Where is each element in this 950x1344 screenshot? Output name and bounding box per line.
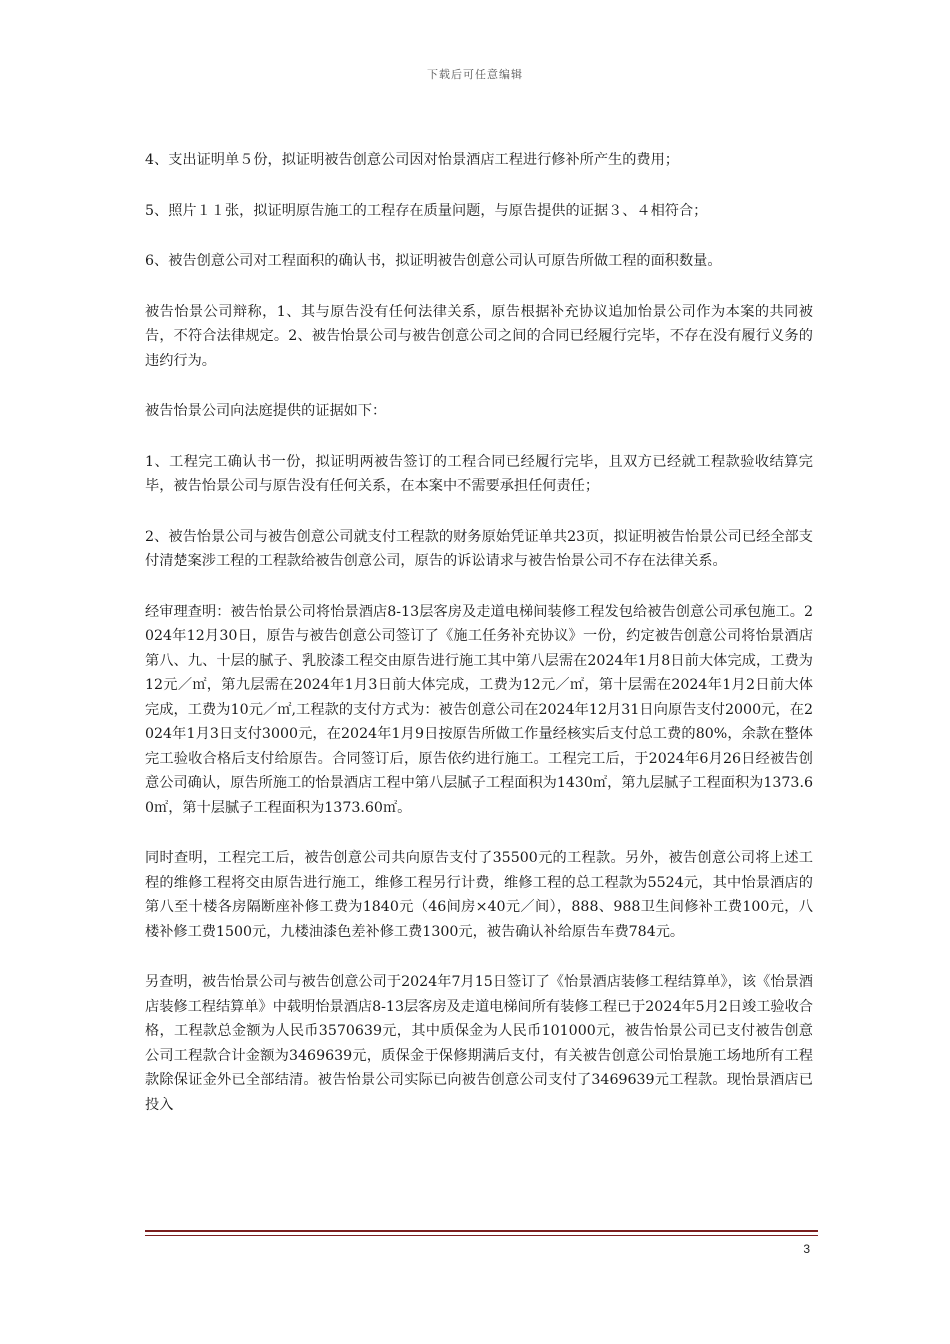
document-body [145,148,813,1117]
header-note: 下载后可任意编辑 [427,68,523,81]
footer-rule-thin [145,1235,818,1236]
paragraph-findings: 经审理查明：被告怡景公司将怡景酒店8-13层客房及走道电梯间装修工程发包给被告创意公司承包施工。2024年12月30日，原告与被告创意公司签订了《施工任务补充协议》一份，约定被告创意公司将怡景酒店第八、九、十层的腻子、乳胶漆工程交由原告进行施工其中第八层需在2024年1月8日前大体完成，工费为12元／㎡，第九层需在2024年1月3日前大体完成，工费为12元／㎡，第十层需在2024年1月2日前大体完成，工费为10元／㎡,工程款的支付方式为：被告创意公司在2024年12月31日向原告支付2000元，在2024年1月3日支付3000元，在2024年1月9日按原告所做工作量经核实后支付总工费的80%，余款在整体完工验收合格后支付给原告。合同签订后，原告依约进行施工。工程完工后，于2024年6月26日经被告创意公司确认，原告所施工的怡景酒店工程中第八层腻子工程面积为1430㎡，第九层腻子工程面积为1373.60㎡，第十层腻子工程面积为1373.60㎡。 [145,603,813,816]
footer-rule [145,1230,818,1232]
paragraph-evidence-intro: 被告怡景公司向法庭提供的证据如下： [145,403,387,419]
paragraph-evidence-6: 6、被告创意公司对工程面积的确认书，拟证明被告创意公司认可原告所做工程的面积数量。 [145,253,722,269]
paragraph-additional-findings: 另查明，被告怡景公司与被告创意公司于2024年7月15日签订了《怡景酒店装修工程结算单》，该《怡景酒店装修工程结算单》中载明怡景酒店8-13层客房及走道电梯间所有装修工程已于2024年5月2日竣工验收合格，工程款总金额为人民币3570639元，其中质保金为人民币101000元，被告怡景公司已支付被告创意公司工程款合计金额为3469639元，质保金于保修期满后支付，有关被告创意公司怡景施工场地所有工程款除保证金外已全部结清。被告怡景公司实际已向被告创意公司支付了3469639元工程款。现怡景酒店已投入 [145,974,813,1113]
paragraph-defense-evidence-1: 1、工程完工确认书一份，拟证明两被告签订的工程合同已经履行完毕，且双方已经就工程款验收结算完毕，被告怡景公司与原告没有任何关系，在本案中不需要承担任何责任； [145,453,813,494]
page-number: 3 [803,1242,810,1256]
paragraph-further-findings: 同时查明，工程完工后，被告创意公司共向原告支付了35500元的工程款。另外，被告创意公司将上述工程的维修工程将交由原告进行施工，维修工程另行计费，维修工程的总工程款为5524元，其中怡景酒店的第八至十楼各房隔断座补修工费为1840元（46间房×40元／间），888、988卫生间修补工费100元，八楼补修工费1500元，九楼油漆色差补修工费1300元，被告确认补给原告车费784元。 [145,850,813,940]
paragraph-evidence-4: 4、支出证明单５份，拟证明被告创意公司因对怡景酒店工程进行修补所产生的费用； [145,152,679,168]
paragraph-evidence-5: 5、照片１１张，拟证明原告施工的工程存在质量问题，与原告提供的证据３、４相符合； [145,202,708,219]
paragraph-defense-evidence-2: 2、被告怡景公司与被告创意公司就支付工程款的财务原始凭证单共23页，拟证明被告怡景公司已经全部支付清楚案涉工程的工程款给被告创意公司，原告的诉讼请求与被告怡景公司不存在法律关系。 [145,528,813,569]
paragraph-defense-statement: 被告怡景公司辩称，1、其与原告没有任何法律关系，原告根据补充协议追加怡景公司作为本案的共同被告，不符合法律规定。2、被告怡景公司与被告创意公司之间的合同已经履行完毕，不存在没有履行义务的违约行为。 [145,303,813,369]
